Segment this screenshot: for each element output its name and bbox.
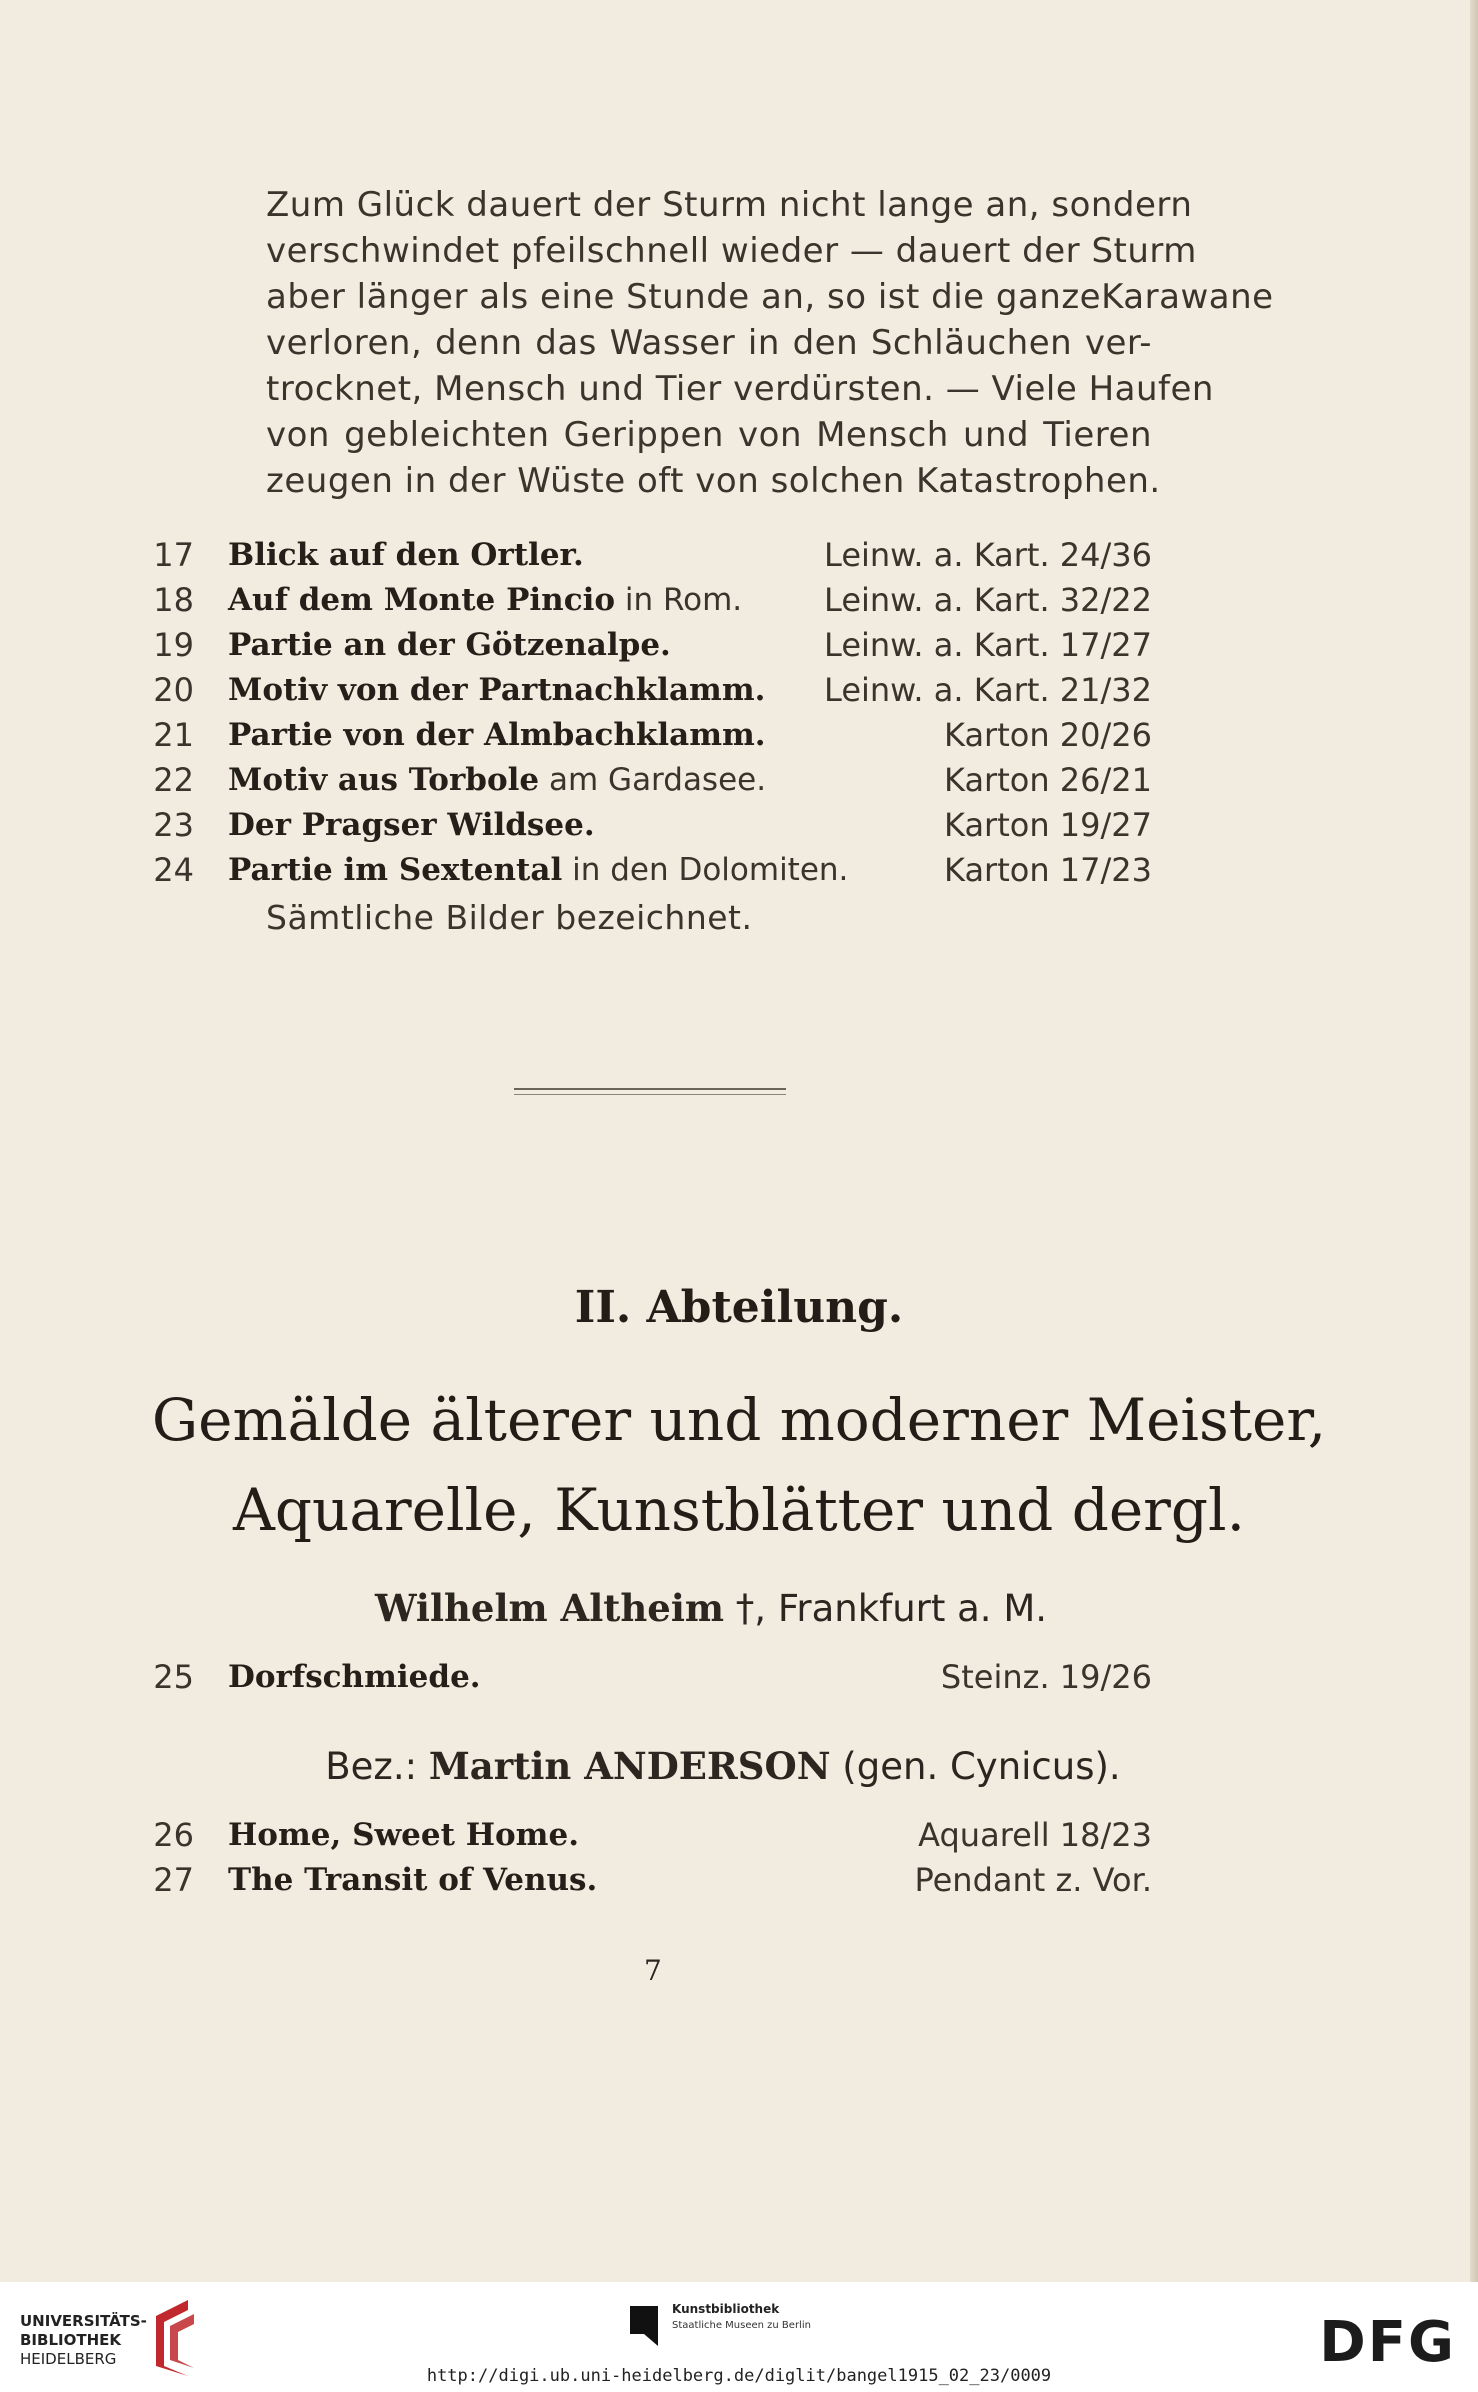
catalog-entry bbox=[150, 667, 1152, 713]
catalog-entry bbox=[150, 532, 1152, 578]
entry-number: 25 bbox=[153, 1658, 194, 1696]
catalog-entry bbox=[150, 622, 1152, 668]
entry-medium-size: Leinw. a. Kart. 21/32 bbox=[824, 671, 1152, 709]
entry-title: Motiv aus Torbole am Gardasee. bbox=[228, 762, 767, 798]
paragraph-line: verloren, denn das Wasser in den Schläuchen ver- bbox=[266, 323, 1152, 363]
entry-medium-size: Karton 19/27 bbox=[944, 806, 1152, 844]
section-heading-line: Gemälde älterer und moderner Meister, bbox=[151, 1386, 1327, 1454]
divider-rule bbox=[514, 1088, 786, 1090]
divider-rule bbox=[514, 1094, 786, 1095]
entry-medium-size: Leinw. a. Kart. 24/36 bbox=[824, 536, 1152, 574]
entry-medium-size: Karton 20/26 bbox=[944, 716, 1152, 754]
artist-heading: Wilhelm Altheim †, Frankfurt a. M. bbox=[374, 1586, 1048, 1630]
kunstbibliothek-logo[interactable] bbox=[630, 2296, 870, 2356]
kb-subtitle: Staatliche Museen zu Berlin bbox=[672, 2320, 811, 2331]
entry-medium-size: Aquarell 18/23 bbox=[918, 1816, 1152, 1854]
catalog-entry bbox=[150, 847, 1152, 893]
entry-number: 23 bbox=[153, 806, 194, 844]
entry-number: 26 bbox=[153, 1816, 194, 1854]
entry-title: Der Pragser Wildsee. bbox=[228, 807, 595, 843]
entry-medium-size: Leinw. a. Kart. 32/22 bbox=[824, 581, 1152, 619]
entry-title: Partie an der Götzenalpe. bbox=[228, 627, 671, 663]
section-title: II. Abteilung. bbox=[574, 1282, 904, 1333]
paragraph-line: trocknet, Mensch und Tier verdürsten. — Viele Haufen bbox=[266, 369, 1214, 409]
entry-number: 19 bbox=[153, 626, 194, 664]
entry-medium-size: Pendant z. Vor. bbox=[914, 1861, 1152, 1899]
entry-medium-size: Karton 17/23 bbox=[944, 851, 1152, 889]
catalog-entry bbox=[150, 1812, 1152, 1858]
kunstbibliothek-icon bbox=[630, 2306, 658, 2346]
entry-number: 17 bbox=[153, 536, 194, 574]
entry-number: 24 bbox=[153, 851, 194, 889]
catalog-entry bbox=[150, 1654, 1152, 1700]
kb-title: Kunstbibliothek bbox=[672, 2302, 780, 2316]
footer-bar bbox=[0, 2282, 1478, 2392]
entry-number: 18 bbox=[153, 581, 194, 619]
entry-title: Auf dem Monte Pincio in Rom. bbox=[228, 582, 743, 618]
entry-medium-size: Leinw. a. Kart. 17/27 bbox=[824, 626, 1152, 664]
artist-heading: Bez.: Martin ANDERSON (gen. Cynicus). bbox=[325, 1744, 1121, 1788]
catalog-entry bbox=[150, 577, 1152, 623]
entry-title: Dorfschmiede. bbox=[228, 1659, 481, 1695]
entry-title: Home, Sweet Home. bbox=[228, 1817, 579, 1853]
entry-title: The Transit of Venus. bbox=[228, 1862, 598, 1898]
section-heading-line: Aquarelle, Kunstblätter und dergl. bbox=[232, 1476, 1246, 1544]
paragraph-line: von gebleichten Gerippen von Mensch und Tieren bbox=[266, 415, 1152, 455]
paragraph-line: Zum Glück dauert der Sturm nicht lange an, sondern bbox=[266, 185, 1193, 225]
dfg-logo[interactable]: DFG bbox=[1319, 2310, 1456, 2375]
catalog-entry bbox=[150, 1857, 1152, 1903]
university-library-logo[interactable]: UNIVERSITÄTS- BIBLIOTHEK HEIDELBERG bbox=[20, 2312, 147, 2368]
page-edge-shadow bbox=[1470, 0, 1478, 2282]
entry-number: 27 bbox=[153, 1861, 194, 1899]
catalog-entry bbox=[150, 802, 1152, 848]
page-number: 7 bbox=[644, 1954, 662, 1987]
permalink-url[interactable]: http://digi.ub.uni-heidelberg.de/diglit/bangel1915_02_23/0009 bbox=[426, 2366, 1052, 2386]
entry-title: Partie von der Almbachklamm. bbox=[228, 717, 766, 753]
paragraph-line: zeugen in der Wüste oft von solchen Katastrophen. bbox=[266, 461, 1161, 501]
signature-note: Sämtliche Bilder bezeichnet. bbox=[266, 898, 753, 937]
entry-title: Partie im Sextental in den Dolomiten. bbox=[228, 852, 849, 888]
paragraph-line: aber länger als eine Stunde an, so ist die ganzeKarawane bbox=[266, 277, 1274, 317]
entry-title: Blick auf den Ortler. bbox=[228, 537, 584, 573]
entry-number: 21 bbox=[153, 716, 194, 754]
entry-number: 20 bbox=[153, 671, 194, 709]
entry-medium-size: Karton 26/21 bbox=[944, 761, 1152, 799]
catalog-entry bbox=[150, 757, 1152, 803]
catalog-entry bbox=[150, 712, 1152, 758]
entry-number: 22 bbox=[153, 761, 194, 799]
entry-medium-size: Steinz. 19/26 bbox=[940, 1658, 1152, 1696]
entry-title: Motiv von der Partnachklamm. bbox=[228, 672, 766, 708]
paragraph-line: verschwindet pfeilschnell wieder — dauert der Sturm bbox=[266, 231, 1197, 271]
intro-paragraph bbox=[266, 182, 1274, 504]
